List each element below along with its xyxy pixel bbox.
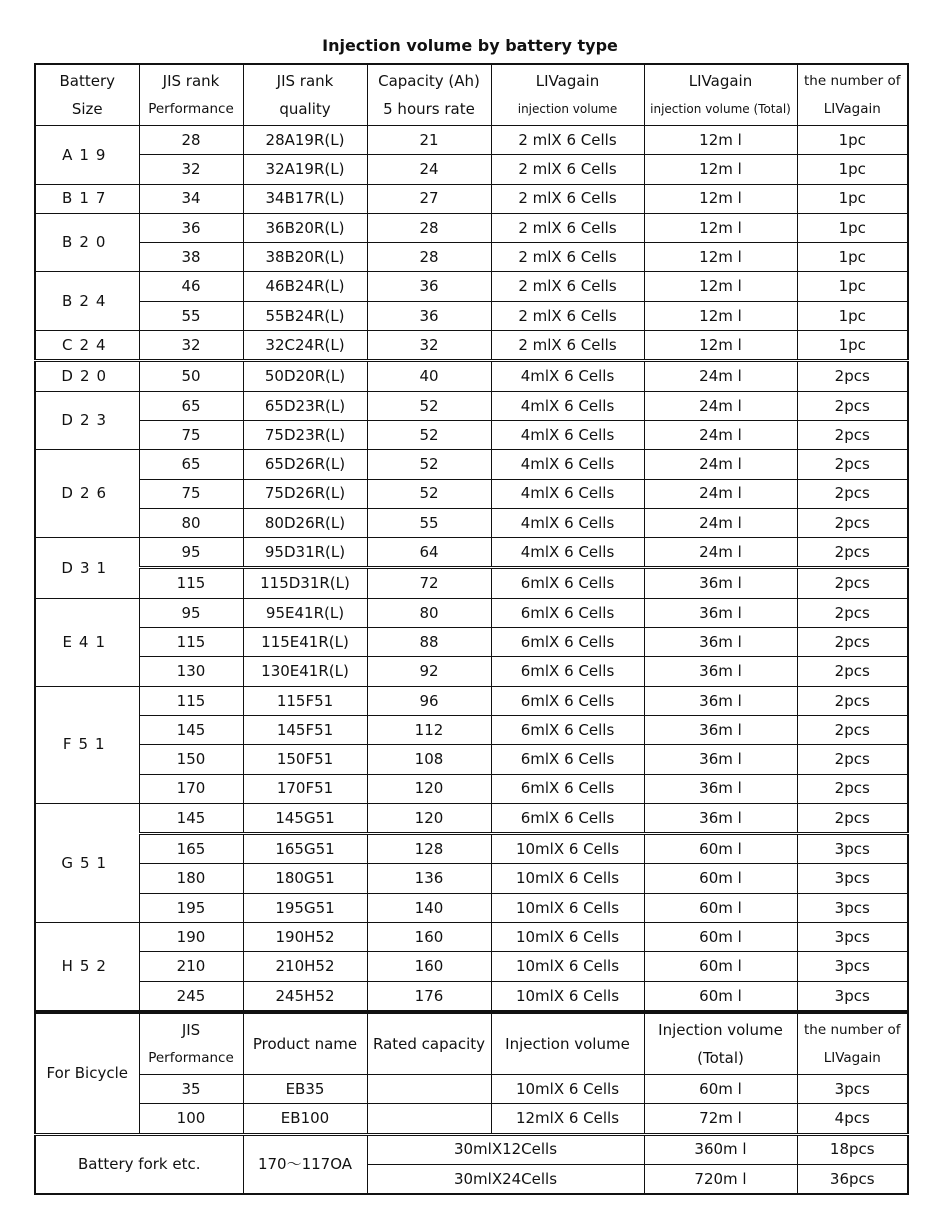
injection-total-cell: 24m l bbox=[644, 538, 797, 568]
battery-size-label: C24 bbox=[61, 335, 113, 354]
jis-quality-cell: 55B24R(L) bbox=[243, 301, 367, 330]
capacity-cell: 120 bbox=[367, 803, 491, 833]
table-row bbox=[35, 331, 908, 361]
header-capacity: Capacity (Ah) 5 hours rate bbox=[367, 64, 491, 126]
table-row bbox=[35, 568, 908, 598]
capacity-cell: 52 bbox=[367, 450, 491, 479]
capacity-cell: 92 bbox=[367, 657, 491, 686]
bicycle-livagain-count-cell: 3pcs bbox=[797, 1074, 908, 1103]
capacity-cell: 64 bbox=[367, 538, 491, 568]
injection-total-cell: 36m l bbox=[644, 745, 797, 774]
injection-total-cell: 60m l bbox=[644, 893, 797, 922]
header-battery-size: Battery Size bbox=[35, 64, 139, 126]
battery-size-label: B20 bbox=[62, 233, 113, 252]
table-row bbox=[35, 774, 908, 803]
battery-size-label: D23 bbox=[61, 411, 114, 430]
livagain-count-cell: 1pc bbox=[797, 126, 908, 155]
injection-volume-cell: 6mlX 6 Cells bbox=[491, 686, 644, 715]
injection-volume-cell: 6mlX 6 Cells bbox=[491, 657, 644, 686]
jis-performance-cell: 65 bbox=[139, 450, 243, 479]
injection-total-cell: 24m l bbox=[644, 450, 797, 479]
livagain-count-cell: 1pc bbox=[797, 213, 908, 242]
battery-size-label: E41 bbox=[62, 632, 113, 651]
injection-volume-cell: 10mlX 6 Cells bbox=[491, 864, 644, 893]
livagain-count-cell: 2pcs bbox=[797, 628, 908, 657]
livagain-count-cell: 1pc bbox=[797, 272, 908, 301]
jis-quality-cell: 34B17R(L) bbox=[243, 184, 367, 213]
jis-performance-cell: 55 bbox=[139, 301, 243, 330]
battery-size-cell bbox=[35, 538, 139, 599]
livagain-count-cell: 2pcs bbox=[797, 420, 908, 449]
page-title: Injection volume by battery type bbox=[322, 36, 618, 55]
injection-total-cell: 24m l bbox=[644, 479, 797, 508]
capacity-cell: 160 bbox=[367, 952, 491, 981]
jis-quality-cell: 75D23R(L) bbox=[243, 420, 367, 449]
injection-volume-cell: 6mlX 6 Cells bbox=[491, 568, 644, 598]
jis-performance-cell: 75 bbox=[139, 479, 243, 508]
injection-volume-cell: 10mlX 6 Cells bbox=[491, 923, 644, 952]
livagain-count-cell: 1pc bbox=[797, 331, 908, 361]
capacity-cell: 96 bbox=[367, 686, 491, 715]
battery-size-label: G51 bbox=[61, 853, 114, 872]
battery-size-cell bbox=[35, 213, 139, 272]
jis-performance-cell: 245 bbox=[139, 981, 243, 1012]
table-row bbox=[35, 628, 908, 657]
fork-count-cell: 36pcs bbox=[797, 1164, 908, 1194]
livagain-count-cell: 2pcs bbox=[797, 508, 908, 537]
injection-volume-cell: 6mlX 6 Cells bbox=[491, 628, 644, 657]
table-row bbox=[35, 213, 908, 242]
table-row bbox=[35, 1104, 908, 1134]
injection-volume-cell: 2 mlX 6 Cells bbox=[491, 184, 644, 213]
battery-size-label: H52 bbox=[61, 957, 113, 976]
injection-total-cell: 36m l bbox=[644, 686, 797, 715]
capacity-cell: 36 bbox=[367, 272, 491, 301]
battery-size-cell bbox=[35, 361, 139, 391]
livagain-count-cell: 2pcs bbox=[797, 803, 908, 833]
battery-size-label: D20 bbox=[61, 367, 114, 386]
injection-total-cell: 60m l bbox=[644, 981, 797, 1012]
table-row bbox=[35, 803, 908, 833]
bicycle-header-total: Injection volume (Total) bbox=[644, 1012, 797, 1075]
capacity-cell: 136 bbox=[367, 864, 491, 893]
injection-total-cell: 36m l bbox=[644, 598, 797, 627]
injection-volume-cell: 4mlX 6 Cells bbox=[491, 479, 644, 508]
battery-size-cell bbox=[35, 391, 139, 450]
fork-label-cell: Battery fork etc. bbox=[35, 1134, 243, 1194]
livagain-count-cell: 3pcs bbox=[797, 864, 908, 893]
injection-total-cell: 60m l bbox=[644, 864, 797, 893]
capacity-cell: 27 bbox=[367, 184, 491, 213]
livagain-count-cell: 2pcs bbox=[797, 538, 908, 568]
injection-total-cell: 60m l bbox=[644, 952, 797, 981]
table-row bbox=[35, 479, 908, 508]
capacity-cell: 120 bbox=[367, 774, 491, 803]
jis-quality-cell: 180G51 bbox=[243, 864, 367, 893]
capacity-cell: 80 bbox=[367, 598, 491, 627]
injection-volume-cell: 2 mlX 6 Cells bbox=[491, 331, 644, 361]
injection-total-cell: 12m l bbox=[644, 213, 797, 242]
bicycle-jis-performance-cell: 100 bbox=[139, 1104, 243, 1134]
battery-size-cell bbox=[35, 598, 139, 686]
injection-total-cell: 36m l bbox=[644, 774, 797, 803]
bicycle-label-cell: For Bicycle bbox=[35, 1012, 139, 1134]
livagain-count-cell: 2pcs bbox=[797, 391, 908, 420]
table-row bbox=[35, 745, 908, 774]
capacity-cell: 108 bbox=[367, 745, 491, 774]
header-jis-quality: JIS rank quality bbox=[243, 64, 367, 126]
injection-volume-cell: 10mlX 6 Cells bbox=[491, 981, 644, 1012]
battery-size-cell bbox=[35, 331, 139, 361]
table-row bbox=[35, 126, 908, 155]
capacity-cell: 55 bbox=[367, 508, 491, 537]
table-row bbox=[35, 450, 908, 479]
table-row bbox=[35, 420, 908, 449]
jis-performance-cell: 210 bbox=[139, 952, 243, 981]
injection-total-cell: 36m l bbox=[644, 628, 797, 657]
jis-performance-cell: 170 bbox=[139, 774, 243, 803]
jis-quality-cell: 38B20R(L) bbox=[243, 243, 367, 272]
bicycle-capacity-cell bbox=[367, 1074, 491, 1103]
capacity-cell: 52 bbox=[367, 420, 491, 449]
table-row bbox=[35, 538, 908, 568]
injection-total-cell: 12m l bbox=[644, 301, 797, 330]
jis-performance-cell: 130 bbox=[139, 657, 243, 686]
fork-total-cell: 360m l bbox=[644, 1134, 797, 1164]
capacity-cell: 52 bbox=[367, 391, 491, 420]
bicycle-header-count: the number of LIVagain bbox=[797, 1012, 908, 1075]
livagain-count-cell: 2pcs bbox=[797, 774, 908, 803]
jis-performance-cell: 145 bbox=[139, 715, 243, 744]
battery-size-cell bbox=[35, 450, 139, 538]
injection-total-cell: 60m l bbox=[644, 834, 797, 864]
bicycle-injection-total-cell: 72m l bbox=[644, 1104, 797, 1134]
livagain-count-cell: 1pc bbox=[797, 155, 908, 184]
table-row bbox=[35, 952, 908, 981]
fork-injection-cell: 30mlX12Cells bbox=[367, 1134, 644, 1164]
table-row bbox=[35, 864, 908, 893]
injection-volume-cell: 6mlX 6 Cells bbox=[491, 745, 644, 774]
table-row bbox=[35, 657, 908, 686]
injection-volume-cell: 4mlX 6 Cells bbox=[491, 391, 644, 420]
battery-size-label: B17 bbox=[62, 189, 113, 208]
jis-quality-cell: 65D26R(L) bbox=[243, 450, 367, 479]
table-row bbox=[35, 1074, 908, 1103]
injection-volume-cell: 4mlX 6 Cells bbox=[491, 450, 644, 479]
table-row bbox=[35, 834, 908, 864]
injection-total-cell: 12m l bbox=[644, 126, 797, 155]
table-row bbox=[35, 184, 908, 213]
battery-size-cell bbox=[35, 126, 139, 185]
jis-performance-cell: 150 bbox=[139, 745, 243, 774]
jis-performance-cell: 32 bbox=[139, 331, 243, 361]
jis-quality-cell: 165G51 bbox=[243, 834, 367, 864]
battery-size-label: F51 bbox=[62, 735, 112, 754]
injection-total-cell: 36m l bbox=[644, 568, 797, 598]
livagain-count-cell: 2pcs bbox=[797, 745, 908, 774]
jis-quality-cell: 115D31R(L) bbox=[243, 568, 367, 598]
jis-performance-cell: 50 bbox=[139, 361, 243, 391]
injection-total-cell: 36m l bbox=[644, 715, 797, 744]
fork-total-cell: 720m l bbox=[644, 1164, 797, 1194]
jis-performance-cell: 65 bbox=[139, 391, 243, 420]
bicycle-injection-volume-cell: 12mlX 6 Cells bbox=[491, 1104, 644, 1134]
injection-total-cell: 60m l bbox=[644, 923, 797, 952]
battery-size-cell bbox=[35, 272, 139, 331]
injection-volume-cell: 2 mlX 6 Cells bbox=[491, 301, 644, 330]
livagain-count-cell: 3pcs bbox=[797, 893, 908, 922]
table-row bbox=[35, 155, 908, 184]
jis-performance-cell: 95 bbox=[139, 538, 243, 568]
battery-size-cell bbox=[35, 923, 139, 1012]
table-row bbox=[35, 272, 908, 301]
jis-quality-cell: 150F51 bbox=[243, 745, 367, 774]
injection-total-cell: 12m l bbox=[644, 331, 797, 361]
jis-performance-cell: 190 bbox=[139, 923, 243, 952]
injection-volume-cell: 6mlX 6 Cells bbox=[491, 803, 644, 833]
injection-total-cell: 24m l bbox=[644, 361, 797, 391]
livagain-count-cell: 1pc bbox=[797, 243, 908, 272]
header-injection-volume: LIVagain injection volume bbox=[491, 64, 644, 126]
bicycle-header-injection: Injection volume bbox=[491, 1012, 644, 1075]
bicycle-header-rated: Rated capacity bbox=[367, 1012, 491, 1075]
jis-quality-cell: 195G51 bbox=[243, 893, 367, 922]
livagain-count-cell: 2pcs bbox=[797, 657, 908, 686]
bicycle-header-performance: JIS Performance bbox=[139, 1012, 243, 1075]
capacity-cell: 21 bbox=[367, 126, 491, 155]
jis-performance-cell: 75 bbox=[139, 420, 243, 449]
jis-quality-cell: 32A19R(L) bbox=[243, 155, 367, 184]
injection-volume-cell: 10mlX 6 Cells bbox=[491, 893, 644, 922]
battery-size-cell bbox=[35, 686, 139, 803]
jis-quality-cell: 95E41R(L) bbox=[243, 598, 367, 627]
fork-injection-cell: 30mlX24Cells bbox=[367, 1164, 644, 1194]
table-row bbox=[35, 686, 908, 715]
livagain-count-cell: 1pc bbox=[797, 184, 908, 213]
injection-volume-cell: 10mlX 6 Cells bbox=[491, 952, 644, 981]
injection-total-cell: 24m l bbox=[644, 420, 797, 449]
table-row bbox=[35, 981, 908, 1012]
table-body bbox=[35, 64, 908, 1194]
injection-volume-cell: 4mlX 6 Cells bbox=[491, 538, 644, 568]
table-row bbox=[35, 923, 908, 952]
capacity-cell: 28 bbox=[367, 243, 491, 272]
jis-quality-cell: 210H52 bbox=[243, 952, 367, 981]
jis-quality-cell: 115F51 bbox=[243, 686, 367, 715]
jis-performance-cell: 38 bbox=[139, 243, 243, 272]
table-row bbox=[35, 508, 908, 537]
jis-performance-cell: 34 bbox=[139, 184, 243, 213]
jis-performance-cell: 36 bbox=[139, 213, 243, 242]
capacity-cell: 32 bbox=[367, 331, 491, 361]
battery-size-label: A19 bbox=[62, 145, 113, 164]
capacity-cell: 128 bbox=[367, 834, 491, 864]
table-row bbox=[35, 301, 908, 330]
battery-size-label: D26 bbox=[61, 484, 114, 503]
capacity-cell: 160 bbox=[367, 923, 491, 952]
battery-size-label: D31 bbox=[61, 558, 114, 577]
jis-performance-cell: 46 bbox=[139, 272, 243, 301]
bicycle-jis-performance-cell: 35 bbox=[139, 1074, 243, 1103]
jis-quality-cell: 145G51 bbox=[243, 803, 367, 833]
fork-range-cell: 170～117OA bbox=[243, 1134, 367, 1194]
livagain-count-cell: 2pcs bbox=[797, 450, 908, 479]
header-injection-total: LIVagain injection volume (Total) bbox=[644, 64, 797, 126]
jis-performance-cell: 195 bbox=[139, 893, 243, 922]
injection-volume-cell: 10mlX 6 Cells bbox=[491, 834, 644, 864]
jis-quality-cell: 115E41R(L) bbox=[243, 628, 367, 657]
jis-quality-cell: 145F51 bbox=[243, 715, 367, 744]
livagain-count-cell: 3pcs bbox=[797, 952, 908, 981]
jis-performance-cell: 115 bbox=[139, 628, 243, 657]
injection-volume-cell: 4mlX 6 Cells bbox=[491, 420, 644, 449]
table-row bbox=[35, 391, 908, 420]
capacity-cell: 72 bbox=[367, 568, 491, 598]
livagain-count-cell: 3pcs bbox=[797, 923, 908, 952]
injection-total-cell: 36m l bbox=[644, 657, 797, 686]
jis-performance-cell: 80 bbox=[139, 508, 243, 537]
injection-total-cell: 36m l bbox=[644, 803, 797, 833]
capacity-cell: 112 bbox=[367, 715, 491, 744]
capacity-cell: 88 bbox=[367, 628, 491, 657]
injection-total-cell: 12m l bbox=[644, 243, 797, 272]
jis-quality-cell: 32C24R(L) bbox=[243, 331, 367, 361]
header-jis-performance: JIS rank Performance bbox=[139, 64, 243, 126]
bicycle-jis-quality-cell: EB35 bbox=[243, 1074, 367, 1103]
table-row bbox=[35, 893, 908, 922]
fork-count-cell: 18pcs bbox=[797, 1134, 908, 1164]
capacity-cell: 28 bbox=[367, 213, 491, 242]
table-row bbox=[35, 1134, 908, 1164]
injection-volume-cell: 4mlX 6 Cells bbox=[491, 508, 644, 537]
jis-performance-cell: 95 bbox=[139, 598, 243, 627]
table-row bbox=[35, 598, 908, 627]
table-row bbox=[35, 243, 908, 272]
bicycle-injection-volume-cell: 10mlX 6 Cells bbox=[491, 1074, 644, 1103]
jis-quality-cell: 28A19R(L) bbox=[243, 126, 367, 155]
jis-quality-cell: 245H52 bbox=[243, 981, 367, 1012]
capacity-cell: 36 bbox=[367, 301, 491, 330]
injection-volume-cell: 2 mlX 6 Cells bbox=[491, 272, 644, 301]
injection-total-cell: 24m l bbox=[644, 391, 797, 420]
jis-quality-cell: 75D26R(L) bbox=[243, 479, 367, 508]
injection-volume-cell: 2 mlX 6 Cells bbox=[491, 243, 644, 272]
injection-volume-cell: 6mlX 6 Cells bbox=[491, 715, 644, 744]
capacity-cell: 140 bbox=[367, 893, 491, 922]
header-livagain-count: the number of LIVagain bbox=[797, 64, 908, 126]
jis-quality-cell: 46B24R(L) bbox=[243, 272, 367, 301]
bicycle-livagain-count-cell: 4pcs bbox=[797, 1104, 908, 1134]
table-header-row bbox=[35, 64, 908, 126]
livagain-count-cell: 2pcs bbox=[797, 715, 908, 744]
jis-performance-cell: 28 bbox=[139, 126, 243, 155]
bicycle-header-product: Product name bbox=[243, 1012, 367, 1075]
livagain-count-cell: 2pcs bbox=[797, 598, 908, 627]
jis-quality-cell: 95D31R(L) bbox=[243, 538, 367, 568]
injection-volume-cell: 4mlX 6 Cells bbox=[491, 361, 644, 391]
jis-quality-cell: 130E41R(L) bbox=[243, 657, 367, 686]
injection-volume-cell: 6mlX 6 Cells bbox=[491, 774, 644, 803]
bicycle-capacity-cell bbox=[367, 1104, 491, 1134]
jis-performance-cell: 115 bbox=[139, 686, 243, 715]
capacity-cell: 24 bbox=[367, 155, 491, 184]
bicycle-header-row bbox=[35, 1012, 908, 1075]
capacity-cell: 52 bbox=[367, 479, 491, 508]
jis-quality-cell: 80D26R(L) bbox=[243, 508, 367, 537]
table-row bbox=[35, 361, 908, 391]
injection-volume-cell: 6mlX 6 Cells bbox=[491, 598, 644, 627]
jis-performance-cell: 32 bbox=[139, 155, 243, 184]
capacity-cell: 176 bbox=[367, 981, 491, 1012]
livagain-count-cell: 2pcs bbox=[797, 568, 908, 598]
battery-size-cell bbox=[35, 184, 139, 213]
livagain-count-cell: 2pcs bbox=[797, 686, 908, 715]
jis-quality-cell: 170F51 bbox=[243, 774, 367, 803]
injection-total-cell: 24m l bbox=[644, 508, 797, 537]
injection-total-cell: 12m l bbox=[644, 272, 797, 301]
injection-total-cell: 12m l bbox=[644, 155, 797, 184]
livagain-count-cell: 1pc bbox=[797, 301, 908, 330]
jis-performance-cell: 180 bbox=[139, 864, 243, 893]
livagain-count-cell: 2pcs bbox=[797, 361, 908, 391]
livagain-count-cell: 3pcs bbox=[797, 834, 908, 864]
table-row bbox=[35, 715, 908, 744]
livagain-count-cell: 2pcs bbox=[797, 479, 908, 508]
bicycle-jis-quality-cell: EB100 bbox=[243, 1104, 367, 1134]
livagain-count-cell: 3pcs bbox=[797, 981, 908, 1012]
battery-size-cell bbox=[35, 803, 139, 922]
capacity-cell: 40 bbox=[367, 361, 491, 391]
injection-volume-cell: 2 mlX 6 Cells bbox=[491, 126, 644, 155]
injection-total-cell: 12m l bbox=[644, 184, 797, 213]
jis-quality-cell: 190H52 bbox=[243, 923, 367, 952]
jis-quality-cell: 36B20R(L) bbox=[243, 213, 367, 242]
jis-quality-cell: 65D23R(L) bbox=[243, 391, 367, 420]
injection-table bbox=[34, 63, 909, 1195]
bicycle-injection-total-cell: 60m l bbox=[644, 1074, 797, 1103]
jis-performance-cell: 115 bbox=[139, 568, 243, 598]
jis-quality-cell: 50D20R(L) bbox=[243, 361, 367, 391]
injection-volume-cell: 2 mlX 6 Cells bbox=[491, 155, 644, 184]
jis-performance-cell: 145 bbox=[139, 803, 243, 833]
jis-performance-cell: 165 bbox=[139, 834, 243, 864]
injection-volume-cell: 2 mlX 6 Cells bbox=[491, 213, 644, 242]
battery-size-label: B24 bbox=[62, 292, 113, 311]
